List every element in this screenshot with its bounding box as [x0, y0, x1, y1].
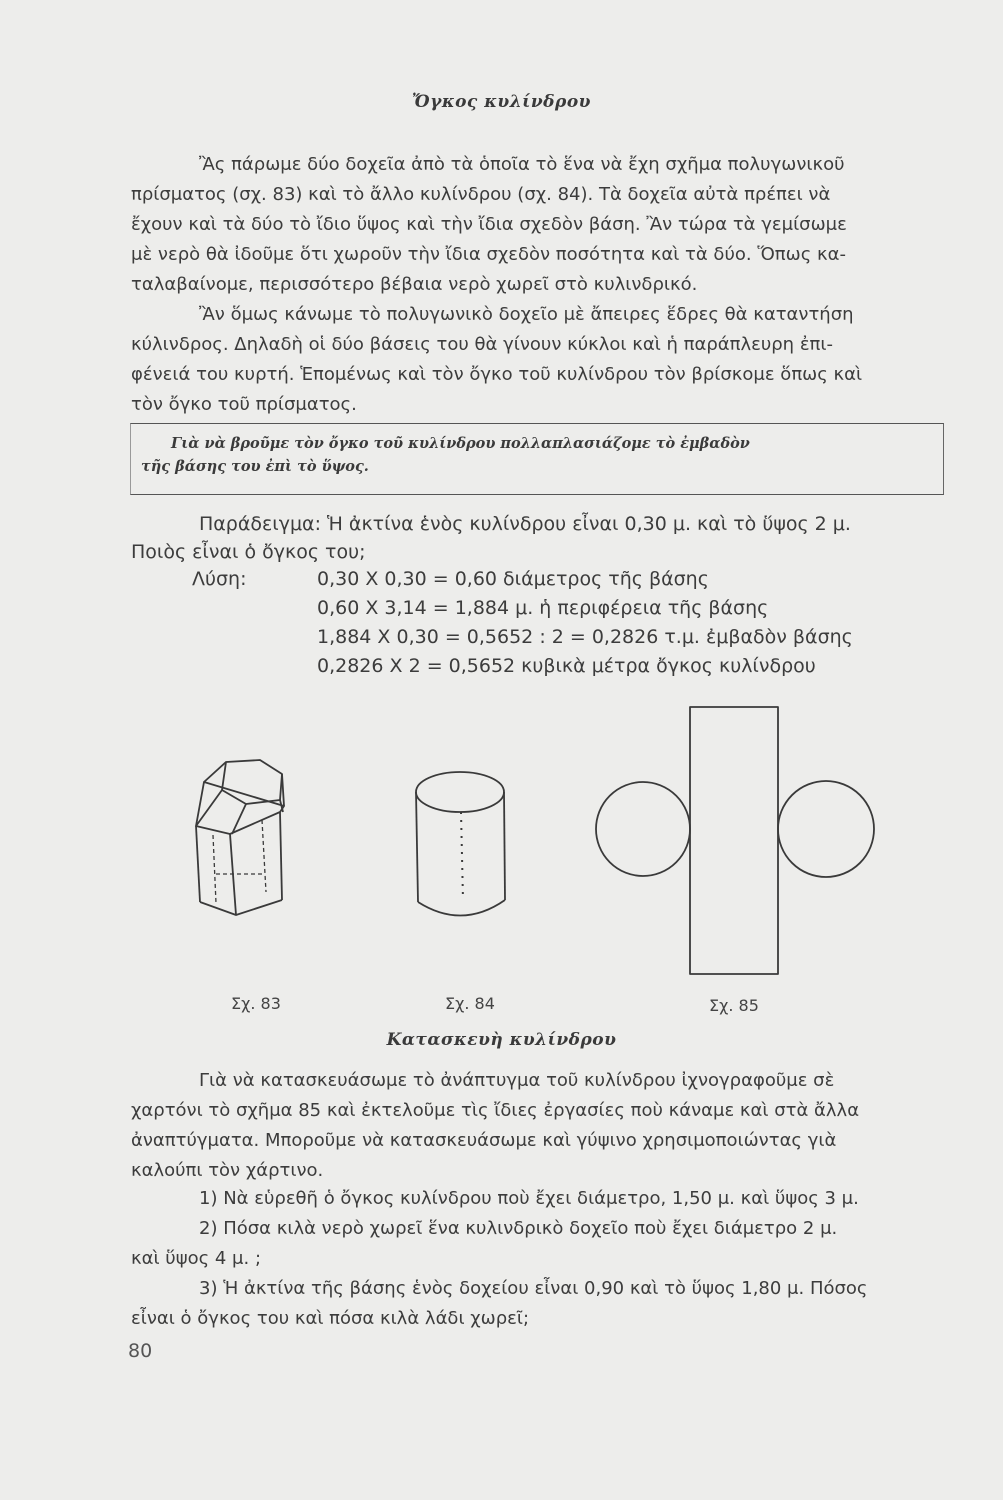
rule-line: τῆς βάσης του ἐπὶ τὸ ὕψος.	[141, 458, 369, 475]
exercise-item: 2) Πόσα κιλὰ νερὸ χωρεῖ ἕνα κυλινδρικὸ δοχεῖο ποὺ ἔχει διάμετρο 2 μ.	[199, 1218, 838, 1239]
page-number: 80	[128, 1340, 153, 1362]
calc-step: 1,884 X 0,30 = 0,5652 : 2 = 0,2826 τ.μ. ἐμβαδὸν βάσης	[317, 626, 853, 648]
text-line: ἔχουν καὶ τὰ δύο τὸ ἴδιο ὕψος καὶ τὴν ἴδια σχεδὸν βάση. Ἂν τώρα τὰ γεμίσωμε	[131, 214, 847, 235]
text-line: πρίσματος (σχ. 83) καὶ τὸ ἄλλο κυλίνδρου (σχ. 84). Τὰ δοχεῖα αὐτὰ πρέπει νὰ	[131, 184, 831, 205]
rule-line: Γιὰ νὰ βροῦμε τὸν ὄγκο τοῦ κυλίνδρου πολλαπλασιάζομε τὸ ἐμβαδὸν	[171, 435, 750, 452]
example-line: Ποιὸς εἶναι ὁ ὄγκος του;	[131, 541, 366, 563]
text-line: κύλινδρος. Δηλαδὴ οἱ δύο βάσεις του θὰ γίνουν κύκλοι καὶ ἡ παράπλευρη ἐπι-	[131, 334, 833, 355]
exercise-item: καὶ ὕψος 4 μ. ;	[131, 1248, 262, 1269]
figure-caption-83: Σχ. 83	[231, 994, 281, 1013]
calc-step: 0,30 X 0,30 = 0,60 διάμετρος τῆς βάσης	[317, 568, 709, 590]
exercise-item: 1) Νὰ εὑρεθῆ ὁ ὄγκος κυλίνδρου ποὺ ἔχει διάμετρο, 1,50 μ. καὶ ὕψος 3 μ.	[199, 1188, 859, 1209]
text-line: ἀναπτύγματα. Μποροῦμε νὰ κατασκευάσωμε καὶ γύψινο χρησιμοποιώντας γιὰ	[131, 1130, 837, 1151]
exercises-list	[131, 1184, 947, 1334]
text-line: φένειά του κυρτή. Ἑπομένως καὶ τὸν ὄγκο τοῦ κυλίνδρου τὸν βρίσκομε ὅπως καὶ	[131, 364, 863, 385]
figure-caption-84: Σχ. 84	[445, 994, 495, 1013]
example-line: Παράδειγμα: Ἡ ἀκτίνα ἑνὸς κυλίνδρου εἶναι 0,30 μ. καὶ τὸ ὕψος 2 μ.	[199, 513, 851, 535]
text-line: χαρτόνι τὸ σχῆμα 85 καὶ ἐκτελοῦμε τὶς ἴδιες ἐργασίες ποὺ κάναμε καὶ στὰ ἄλλα	[131, 1100, 860, 1121]
text-line: τὸν ὄγκο τοῦ πρίσματος.	[131, 394, 357, 415]
section-title-volume: Ὄγκος κυλίνδρου	[412, 92, 591, 112]
exercise-item: 3) Ἡ ἀκτίνα τῆς βάσης ἑνὸς δοχείου εἶναι 0,90 καὶ τὸ ὕψος 1,80 μ. Πόσος	[199, 1278, 868, 1299]
text-line: καλούπι τὸν χάρτινο.	[131, 1160, 324, 1181]
cylinder-net-figure	[596, 707, 874, 974]
text-line: μὲ νερὸ θὰ ἰδοῦμε ὅτι χωροῦν τὴν ἴδια σχεδὸν ποσότητα καὶ τὰ δύο. Ὅπως κα-	[131, 244, 846, 265]
section-title-construction: Κατασκευὴ κυλίνδρου	[386, 1030, 617, 1050]
exercise-item: εἶναι ὁ ὄγκος του καὶ πόσα κιλὰ λάδι χωρεῖ;	[131, 1308, 530, 1329]
figure-caption-85: Σχ. 85	[709, 996, 759, 1015]
text-line: Ἂν ὅμως κάνωμε τὸ πολυγωνικὸ δοχεῖο μὲ ἄπειρες ἕδρες θὰ καταντήση	[199, 304, 854, 325]
construction-paragraph	[131, 1066, 947, 1186]
solution-label: Λύση:	[192, 568, 247, 590]
text-line: Ἂς πάρωμε δύο δοχεῖα ἀπὸ τὰ ὁποῖα τὸ ἕνα νὰ ἔχη σχῆμα πολυγωνικοῦ	[199, 154, 845, 175]
text-line: ταλαβαίνομε, περισσότερο βέβαια νερὸ χωρεῖ στὸ κυλινδρικό.	[131, 274, 698, 295]
cylinder-figure	[416, 772, 505, 916]
calc-step: 0,2826 X 2 = 0,5652 κυβικὰ μέτρα ὄγκος κυλίνδρου	[317, 655, 816, 677]
text-line: Γιὰ νὰ κατασκευάσωμε τὸ ἀνάπτυγμα τοῦ κυλίνδρου ἰχνογραφοῦμε σὲ	[199, 1070, 835, 1091]
hexagonal-prism-figure	[196, 760, 284, 915]
calc-step: 0,60 X 3,14 = 1,884 μ. ἡ περιφέρεια τῆς βάσης	[317, 597, 769, 619]
